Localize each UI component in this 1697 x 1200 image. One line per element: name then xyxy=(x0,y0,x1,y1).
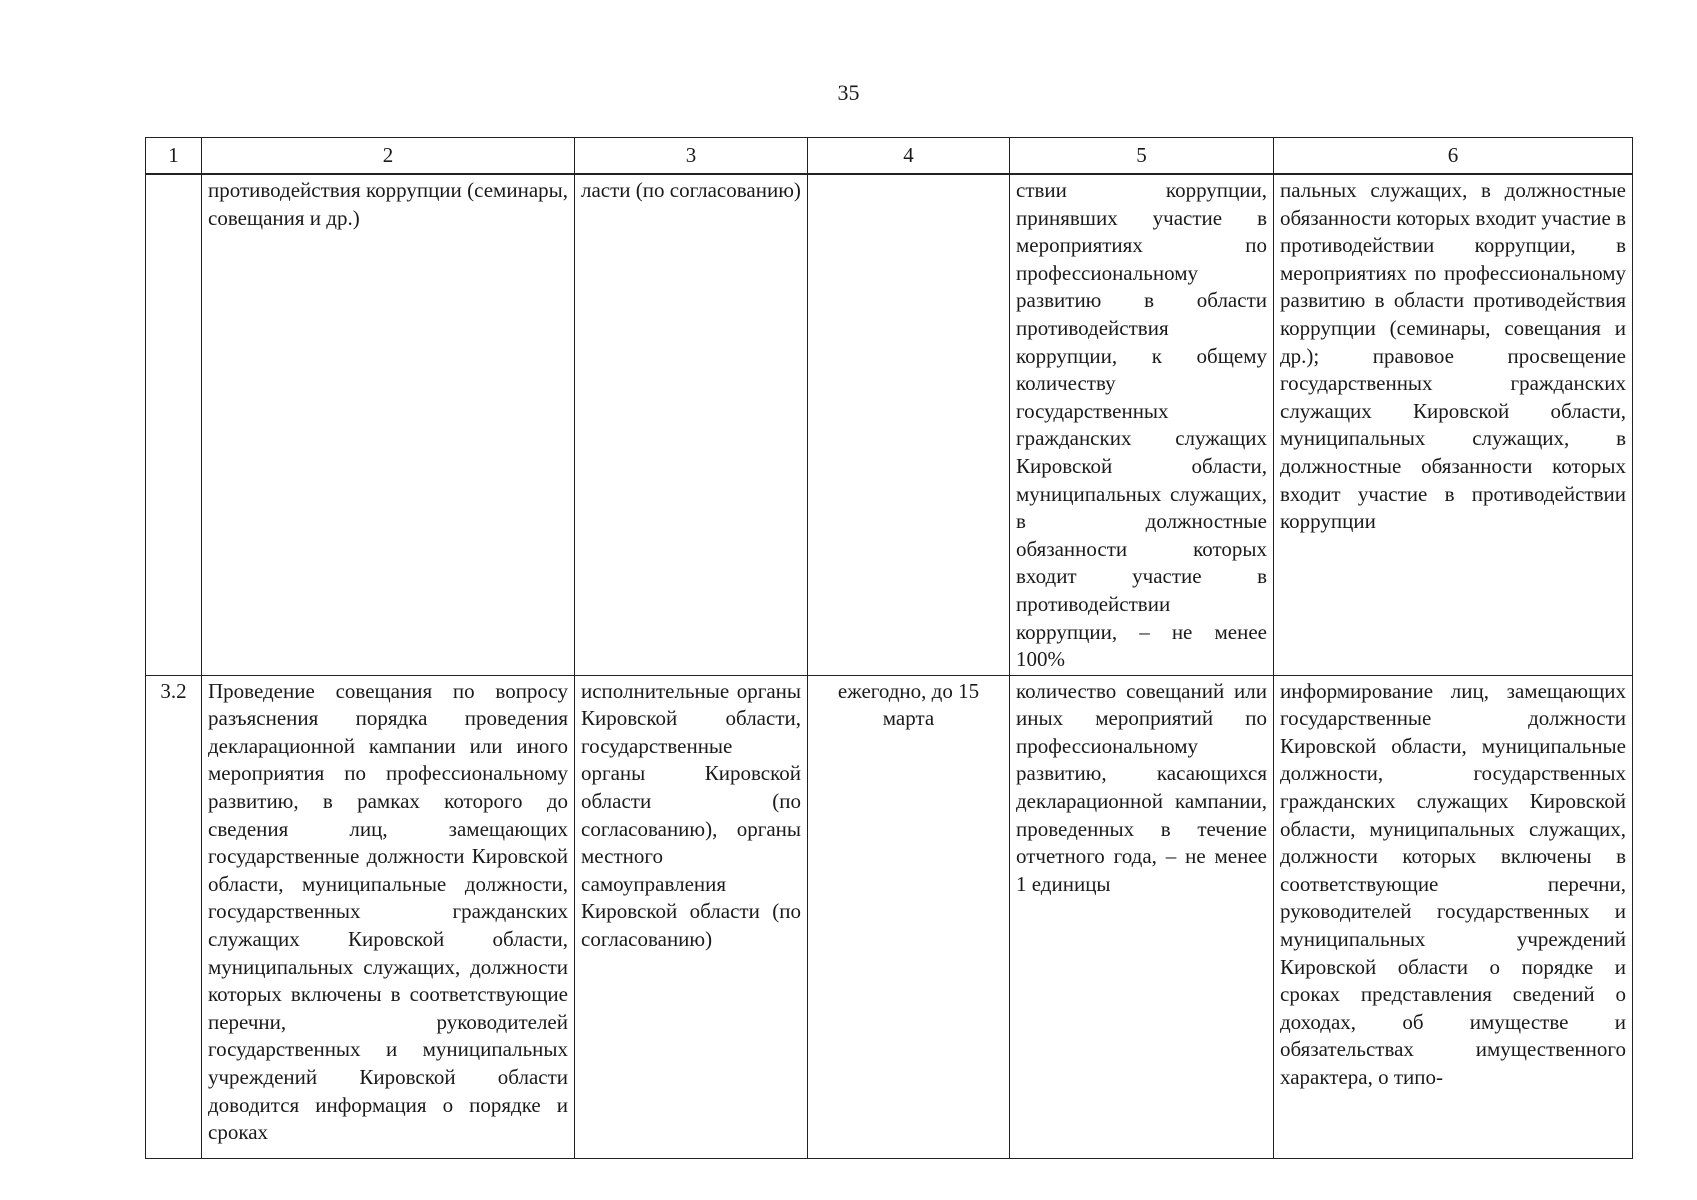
column-header: 4 xyxy=(808,138,1010,175)
deadline xyxy=(808,174,1010,675)
expected-result: пальных служащих, в должностные обязанности которых входит участие в противодействии коррупции, в мероприятиях по профессиональному развитию в области противодействия коррупции (семинары, совещания и др.); правовое просвещение государственных гражданских служащих Кировской области, муниципальных служащих, в должностные обязанности которых входит участие в противодействии коррупции xyxy=(1274,174,1633,675)
column-header: 3 xyxy=(575,138,808,175)
target-indicator: ствии коррупции, принявших участие в мероприятиях по профессиональному развитию в области противодействия коррупции, к общему количеству государственных гражданских служащих Кировской области, муниципальных служащих, в должностные обязанности которых входит участие в противодействии коррупции, – не менее 100% xyxy=(1010,174,1274,675)
column-header: 1 xyxy=(146,138,202,175)
column-header: 5 xyxy=(1010,138,1274,175)
expected-result: информирование лиц, замещающих государственные должности Кировской области, муниципальные должности, государственных гражданских служащих Кировской области, муниципальных служащих, должности которых включены в соответствующие перечни, руководителей государственных и муниципальных учреждений Кировской области о порядке и сроках представления сведений о доходах, об имуществе и обязательствах имущественного характера, о типо- xyxy=(1274,675,1633,1158)
page-number: 35 xyxy=(837,80,860,105)
table-row xyxy=(146,174,1633,675)
measures-table xyxy=(145,137,1633,1159)
responsible-executors: исполнительные органы Кировской области, государственные органы Кировской области (по согласованию), органы местного самоуправления Кировской области (по согласованию) xyxy=(575,675,808,1158)
table-header-row xyxy=(146,138,1633,175)
column-header: 2 xyxy=(202,138,575,175)
target-indicator: количество совещаний или иных мероприятий по профессиональному развитию, касающихся декларационной кампании, проведенных в течение отчетного года, – не менее 1 единицы xyxy=(1010,675,1274,1158)
row-number xyxy=(146,174,202,675)
row-number: 3.2 xyxy=(146,675,202,1158)
deadline: ежегодно, до 15 марта xyxy=(808,675,1010,1158)
measure-description: Проведение совещания по вопросу разъяснения порядка проведения декларационной кампании или иного мероприятия по профессиональному развитию, в рамках которого до сведения лиц, замещающих государственные должности Кировской области, муниципальные должности, государственных гражданских служащих Кировской области, муниципальных служащих, должности которых включены в соответствующие перечни, руководителей государственных и муниципальных учреждений Кировской области доводится информация о порядке и сроках xyxy=(202,675,575,1158)
responsible-executors: ласти (по согласованию) xyxy=(575,174,808,675)
table-row xyxy=(146,675,1633,1158)
column-header: 6 xyxy=(1274,138,1633,175)
measure-description: противодействия коррупции (семинары, совещания и др.) xyxy=(202,174,575,675)
